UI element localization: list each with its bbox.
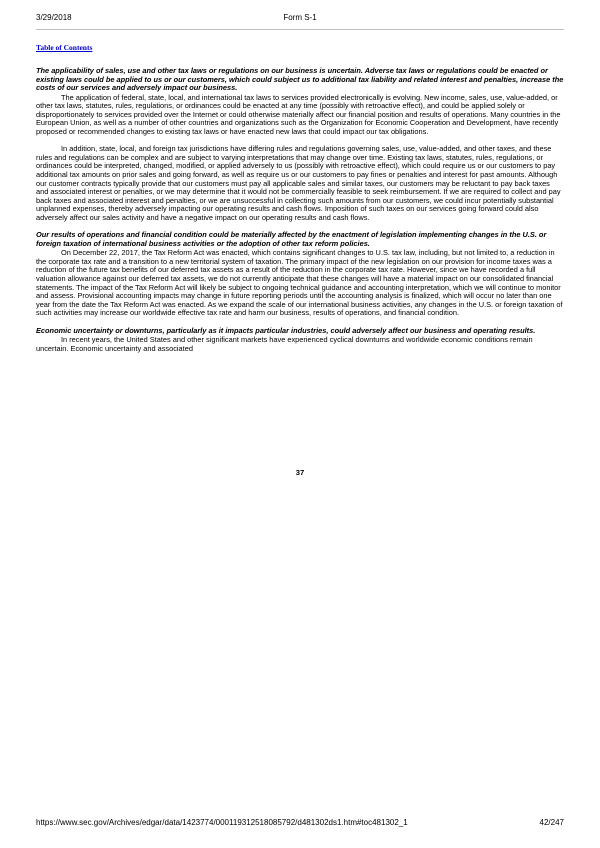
print-date: 3/29/2018 <box>36 13 72 22</box>
body-paragraph: The application of federal, state, local, and international tax laws to services provided electronically is evolving. New income, sales, use, value-added, or other tax laws, statutes, rules, regulations, or ordinances could be enacted at any time (possibly with retroactive effect), and could be applied solely or disproportionately to services provided over the Internet or could otherwise materially affect our financial position and results of operations. Many countries in the European Union, as well as a number of other countries and organizations such as the Organization for Economic Cooperation and Development, have recently proposed or recommended changes to existing tax laws or have enacted new laws that could impact our tax obligations. <box>36 92 561 136</box>
risk-factor-section <box>36 327 564 354</box>
risk-factor-heading: The applicability of sales, use and other tax laws or regulations on our business is uncertain. Adverse tax laws or regulations could be enacted or existing laws could be applied to us or our customers, which could subject us to additional tax liability and related interest and penalties, increase the costs of our services and adversely impact our business. <box>36 66 564 93</box>
header-divider <box>36 29 564 30</box>
browser-print-footer <box>0 818 600 838</box>
document-body <box>36 67 564 353</box>
body-paragraph: In recent years, the United States and other significant markets have experienced cyclical downturns and worldwide economic conditions remain uncertain. Economic uncertainty and associated <box>36 335 533 353</box>
page-url: https://www.sec.gov/Archives/edgar/data/1423774/000119312518085792/d481302ds1.htm#toc481302_1 <box>36 818 408 827</box>
risk-factor-heading: Economic uncertainty or downturns, particularly as it impacts particular industries, could adversely affect our business and operating results. <box>36 325 536 335</box>
risk-factor-section <box>36 67 564 222</box>
document-title: Form S-1 <box>283 13 317 22</box>
table-of-contents-link[interactable]: Table of Contents <box>36 43 93 52</box>
risk-factor-section <box>36 231 564 317</box>
page-number: 37 <box>295 468 305 477</box>
print-page-counter: 42/247 <box>539 818 564 827</box>
body-paragraph: In addition, state, local, and foreign tax jurisdictions have differing rules and regulations governing sales, use, value-added, and other taxes, and these rules and regulations can be complex and are subject to varying interpretations that may change over time. Existing tax laws, statutes, rules, regulations, or ordinances could be interpreted, changed, modified, or applied adversely to us (possibly with retroactive effect), which could require us or our customers to pay additional tax amounts on prior sales and going forward, as well as require us or our customers to pay fines or penalties and interest for past amounts. Although our customer contracts typically provide that our customers must pay all applicable sales and similar taxes, our customers may be reluctant to pay back taxes and associated interest or penalties, or we may determine that it would not be commercially feasible to seek reimbursement. If we are required to collect and pay back taxes and associated interest and penalties, or we are unsuccessful in collecting such amounts from our customers, we could incur potentially substantial unplanned expenses, thereby adversely impacting our operating results and cash flows. Imposition of such taxes on our services going forward could also adversely affect our sales activity and have a negative impact on our operating results and cash flows. <box>36 144 561 222</box>
body-paragraph: On December 22, 2017, the Tax Reform Act was enacted, which contains significant changes to U.S. tax law, including, but not limited to, a reduction in the corporate tax rate and a transition to a new territorial system of taxation. The primary impact of the new legislation on our provision for income taxes was a reduction of the future tax benefits of our deferred tax assets as a result of the reduction in the corporate tax rate. However, since we have recorded a full valuation allowance against our deferred tax assets, we do not currently anticipate that these changes will have a material impact on our consolidated financial statements. The impact of the Tax Reform Act will likely be subject to ongoing technical guidance and accounting interpretation, which we will continue to monitor and assess. Provisional accounting impacts may change in future reporting periods until the accounting analysis is finalized, which will occur no later than one year from the date the Tax Reform Act was enacted. As we expand the scale of our international business activities, any changes in the U.S. or foreign taxation of such activities may increase our worldwide effective tax rate and harm our business, results of operations, and financial condition. <box>36 248 563 318</box>
browser-print-header <box>0 0 600 30</box>
risk-factor-heading: Our results of operations and financial condition could be materially affected by the enactment of legislation implementing changes in the U.S. or foreign taxation of international business activities or the adoption of other tax reform policies. <box>36 230 547 248</box>
